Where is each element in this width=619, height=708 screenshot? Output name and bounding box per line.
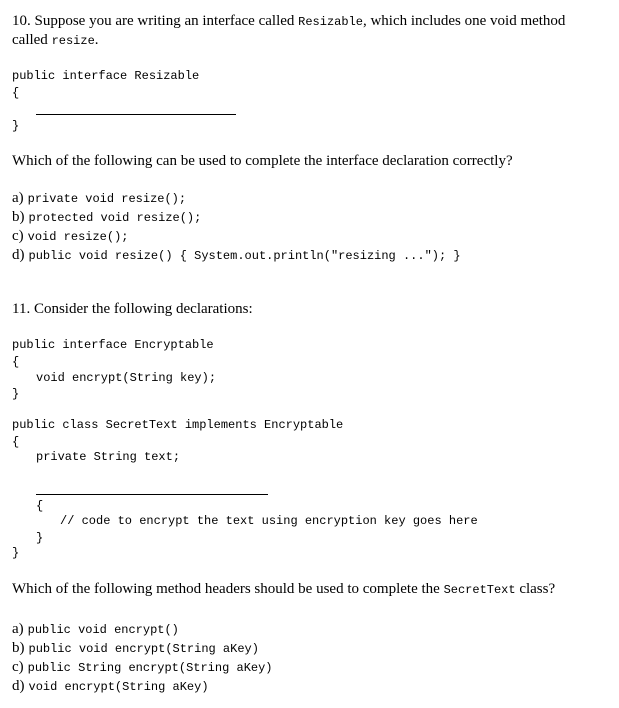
q11-code-line: void encrypt(String key);	[36, 371, 217, 385]
q10-question: Which of the following can be used to complete the interface declaration correctly?	[12, 153, 513, 169]
q10-prompt-line2: called resize.	[12, 32, 99, 48]
q11-option-c: c) public String encrypt(String aKey)	[12, 659, 273, 675]
q11-code-line: }	[36, 531, 44, 545]
q10-answer-blank	[36, 114, 236, 115]
q10-code-line: }	[12, 119, 20, 133]
q11-option-b: b) public void encrypt(String aKey)	[12, 640, 259, 656]
q11-option-d: d) void encrypt(String aKey)	[12, 678, 209, 694]
q11-code-line: {	[36, 499, 44, 513]
q10-code-line: {	[12, 86, 20, 100]
q11-title: 11. Consider the following declarations:	[12, 301, 253, 317]
q11-code-line: public interface Encryptable	[12, 338, 214, 352]
q11-answer-blank	[36, 494, 268, 495]
q11-code-line: public class SecretText implements Encryptable	[12, 418, 344, 432]
q10-code-line: public interface Resizable	[12, 69, 200, 83]
q11-code-line: }	[12, 546, 20, 560]
q11-code-line: {	[12, 355, 20, 369]
q10-option-a: a) private void resize();	[12, 190, 187, 206]
q11-code-line: private String text;	[36, 450, 181, 464]
q11-question: Which of the following method headers should be used to complete the SecretText class?	[12, 581, 556, 597]
q11-code-line: {	[12, 435, 20, 449]
q10-option-b: b) protected void resize();	[12, 209, 202, 225]
q11-option-a: a) public void encrypt()	[12, 621, 179, 637]
q11-code-line: }	[12, 387, 20, 401]
q10-option-d: d) public void resize() { System.out.println("resizing ..."); }	[12, 247, 461, 263]
q10-prompt-line1: 10. Suppose you are writing an interface called Resizable, which includes one void method	[12, 13, 566, 29]
q11-code-comment: // code to encrypt the text using encryption key goes here	[60, 514, 478, 528]
q10-option-c: c) void resize();	[12, 228, 129, 244]
